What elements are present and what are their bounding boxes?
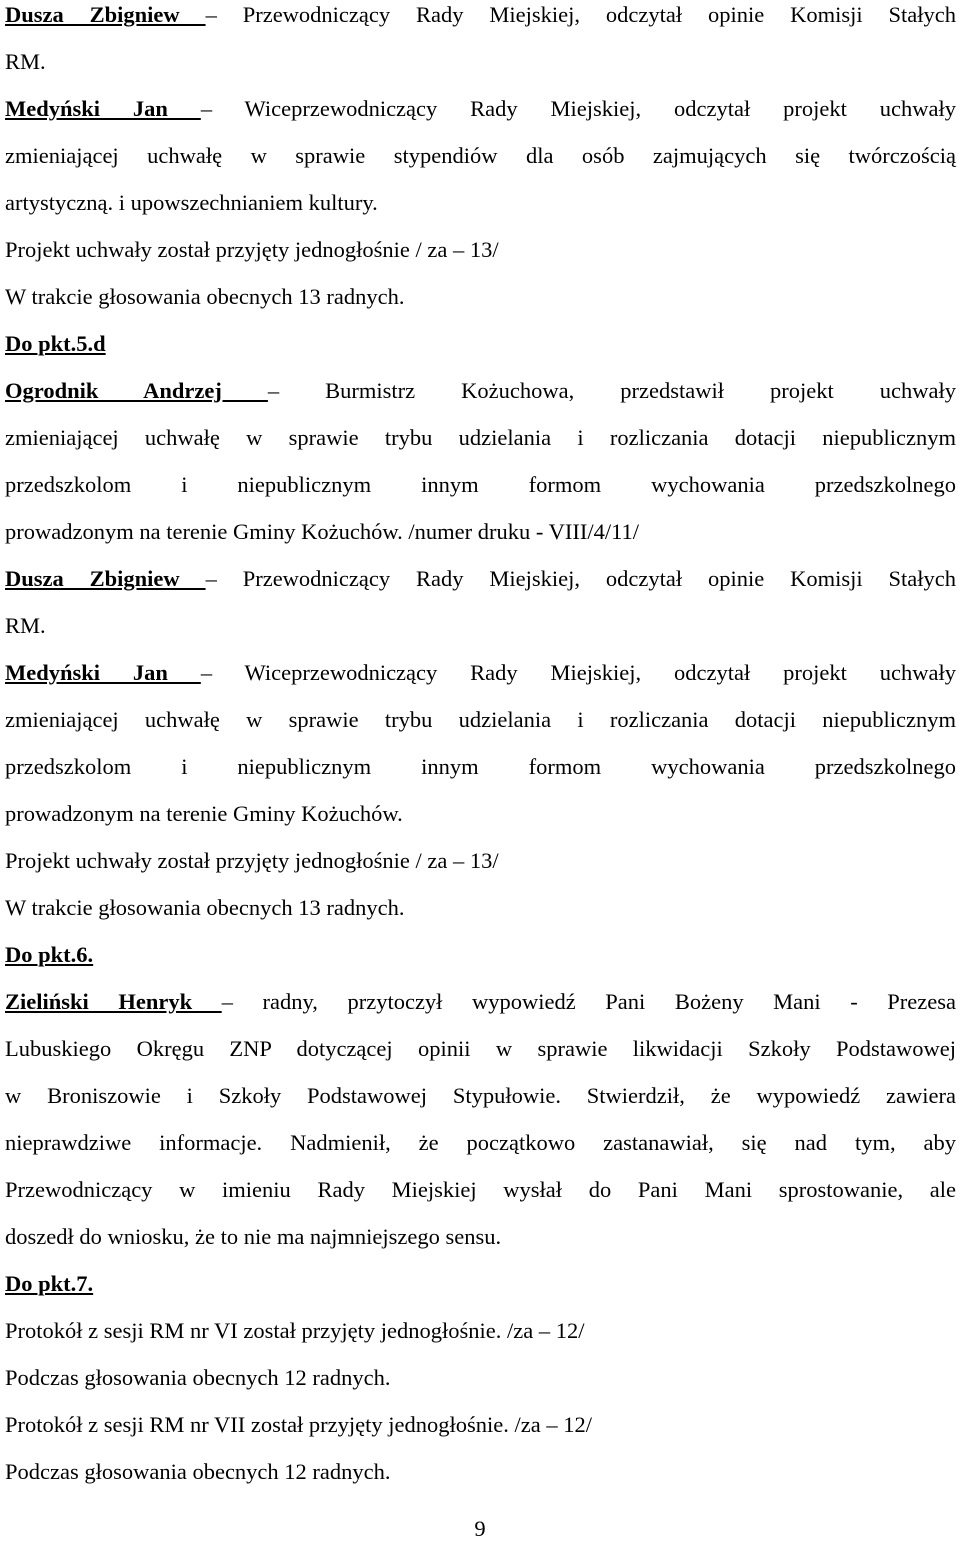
line-text: przedszkolom i niepublicznym innym formom wychowania przedszkolnego	[5, 472, 956, 497]
paragraph-line	[5, 705, 956, 735]
heading-text: Do pkt.6.	[5, 942, 94, 967]
dash: –	[205, 566, 217, 591]
paragraph-line	[5, 423, 956, 453]
agenda-heading	[5, 940, 956, 970]
line-text: artystyczną. i upowszechnianiem kultury.	[5, 190, 378, 215]
line-text: nieprawdziwe informacje. Nadmienił, że początkowo zastanawiał, się nad tym, aby	[5, 1130, 956, 1155]
vote-result-line	[5, 235, 956, 265]
vote-attendance-line	[5, 282, 956, 312]
line-text: Podczas głosowania obecnych 12 radnych.	[5, 1459, 391, 1484]
dash: –	[267, 378, 280, 403]
paragraph-line	[5, 752, 956, 782]
speaker-name: Dusza Zbigniew	[5, 2, 206, 27]
paragraph-line	[5, 1034, 956, 1064]
line-text: Burmistrz Kożuchowa, przedstawił projekt uchwały	[279, 378, 956, 403]
paragraph-line	[5, 564, 956, 594]
line-text: Lubuskiego Okręgu ZNP dotyczącej opinii w sprawie likwidacji Szkoły Podstawowej	[5, 1036, 956, 1061]
paragraph-line	[5, 987, 956, 1017]
paragraph-line	[5, 470, 956, 500]
vote-attendance-line	[5, 893, 956, 923]
heading-text: Do pkt.7.	[5, 1271, 94, 1296]
paragraph-line	[5, 799, 956, 829]
paragraph-line	[5, 611, 956, 641]
line-text: zmieniającej uchwałę w sprawie trybu udzielania i rozliczania dotacji niepublicznym	[5, 707, 956, 732]
vote-result-line	[5, 846, 956, 876]
line-text: RM.	[5, 49, 46, 74]
line-text: Protokół z sesji RM nr VI został przyjęty jednogłośnie. /za – 12/	[5, 1318, 585, 1343]
paragraph-line	[5, 1222, 956, 1252]
dash: –	[200, 660, 213, 685]
paragraph-line	[5, 1128, 956, 1158]
protocol-attendance-line	[5, 1363, 956, 1393]
line-text: doszedł do wniosku, że to nie ma najmniejszego sensu.	[5, 1224, 502, 1249]
line-text: Wiceprzewodniczący Rady Miejskiej, odczytał projekt uchwały	[212, 660, 956, 685]
paragraph-line	[5, 1175, 956, 1205]
paragraph-line	[5, 1081, 956, 1111]
line-text: W trakcie głosowania obecnych 13 radnych.	[5, 895, 405, 920]
paragraph-line	[5, 376, 956, 406]
line-text: W trakcie głosowania obecnych 13 radnych.	[5, 284, 405, 309]
line-text: Przewodniczący Rady Miejskiej, odczytał opinie Komisji Stałych	[216, 2, 956, 27]
speaker-name: Medyński Jan	[5, 660, 201, 685]
line-text: Podczas głosowania obecnych 12 radnych.	[5, 1365, 391, 1390]
line-text: Przewodniczący w imieniu Rady Miejskiej wysłał do Pani Mani sprostowanie, ale	[5, 1177, 956, 1202]
page-number: 9	[474, 1516, 486, 1541]
speaker-name: Ogrodnik Andrzej	[5, 378, 268, 403]
speaker-name: Medyński Jan	[5, 96, 201, 121]
line-text: Protokół z sesji RM nr VII został przyjęty jednogłośnie. /za – 12/	[5, 1412, 592, 1437]
line-text: Przewodniczący Rady Miejskiej, odczytał opinie Komisji Stałych	[216, 566, 956, 591]
heading-text: Do pkt.5.d	[5, 331, 106, 356]
speaker-name: Zieliński Henryk	[5, 989, 222, 1014]
protocol-line	[5, 1410, 956, 1440]
line-text: prowadzonym na terenie Gminy Kożuchów. /numer druku - VIII/4/11/	[5, 519, 639, 544]
speaker-name: Dusza Zbigniew	[5, 566, 206, 591]
paragraph-line	[5, 188, 956, 218]
line-text: Projekt uchwały został przyjęty jednogłośnie / za – 13/	[5, 237, 499, 262]
line-text: przedszkolom i niepublicznym innym formom wychowania przedszkolnego	[5, 754, 956, 779]
line-text: prowadzonym na terenie Gminy Kożuchów.	[5, 801, 403, 826]
line-text: Projekt uchwały został przyjęty jednogłośnie / za – 13/	[5, 848, 499, 873]
line-text: radny, przytoczył wypowiedź Pani Bożeny Mani - Prezesa	[232, 989, 956, 1014]
line-text: zmieniającej uchwałę w sprawie trybu udzielania i rozliczania dotacji niepublicznym	[5, 425, 956, 450]
protocol-attendance-line	[5, 1457, 956, 1487]
dash: –	[205, 2, 217, 27]
line-text: zmieniającej uchwałę w sprawie stypendiów dla osób zajmujących się twórczością	[5, 143, 956, 168]
dash: –	[221, 989, 233, 1014]
protocol-line	[5, 1316, 956, 1346]
line-text: RM.	[5, 613, 46, 638]
paragraph-line	[5, 47, 956, 77]
paragraph-line	[5, 517, 956, 547]
paragraph-line	[5, 94, 956, 124]
agenda-heading	[5, 329, 956, 359]
paragraph-line	[5, 0, 956, 30]
paragraph-line	[5, 141, 956, 171]
line-text: w Broniszowie i Szkoły Podstawowej Stypułowie. Stwierdził, że wypowiedź zawiera	[5, 1083, 956, 1108]
paragraph-line	[5, 658, 956, 688]
dash: –	[200, 96, 213, 121]
line-text: Wiceprzewodniczący Rady Miejskiej, odczytał projekt uchwały	[212, 96, 956, 121]
agenda-heading	[5, 1269, 956, 1299]
